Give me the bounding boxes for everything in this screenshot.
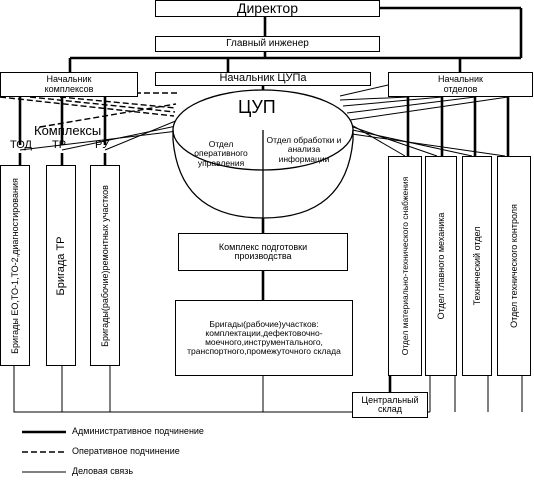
dept-quality-label: Отдел технического контроля [509,204,519,328]
chief-engineer-label: Главный инженер [226,37,309,49]
complex-ru-label: РУ [95,139,110,151]
brigades-sections-label: Бригады(рабочие)участков: комплектации,дефектовочно-моечного,инструментального, транспортного,промежуточного склада [187,319,341,356]
legend-operational: Оперативное подчинение [72,446,180,456]
cup-title: ЦУП [238,97,276,117]
complex-tr-label: ТР [52,139,67,151]
complex-tod-label: ТОД [10,139,32,151]
dept-technical-box [462,156,492,376]
prep-complex-box [178,233,348,271]
brigade-repair-box [90,165,120,366]
director-label: Директор [237,0,298,17]
complexes-label: Комплексы [34,123,102,138]
central-warehouse-box [352,392,428,418]
dept-chief-mechanic-box [425,156,457,376]
dept-material-box [388,156,422,376]
director-box [155,0,380,17]
chief-engineer-box [155,36,380,52]
head-departments-label: Начальник отделов [438,74,483,94]
processing-dept-label: Отдел обработки и анализа информации [266,135,342,164]
legend-administrative: Административное подчинение [72,426,204,436]
brigade-tr-label: Бригада ТР [55,235,67,296]
dept-quality-box [497,156,531,376]
operational-dept-label: Отдел оперативного управления [194,139,248,168]
dept-material-label: Отдел материально-технического снабжения [400,176,410,356]
dept-chief-mechanic-label: Отдел главного механика [436,212,446,320]
head-complexes-label: Начальник комплексов [44,74,94,94]
brigades-sections-box [175,300,353,376]
brigade-repair-label: Бригады(рабочие)ремонтных участков [100,184,110,347]
central-warehouse-label: Центральный склад [361,394,419,414]
head-complexes-box [0,72,138,97]
head-cup-label: Начальник ЦУПа [219,72,307,85]
brigade-eo-label: Бригады ЕО,ТО-1,ТО-2,диагностирования [10,177,20,354]
brigade-tr-box [46,165,76,366]
brigade-eo-box [0,165,30,366]
head-cup-box [155,72,371,86]
dept-technical-label: Технический отдел [472,226,482,306]
head-departments-box [388,72,533,97]
prep-complex-label: Комплекс подготовки производства [218,241,308,261]
legend-business: Деловая связь [72,466,134,476]
